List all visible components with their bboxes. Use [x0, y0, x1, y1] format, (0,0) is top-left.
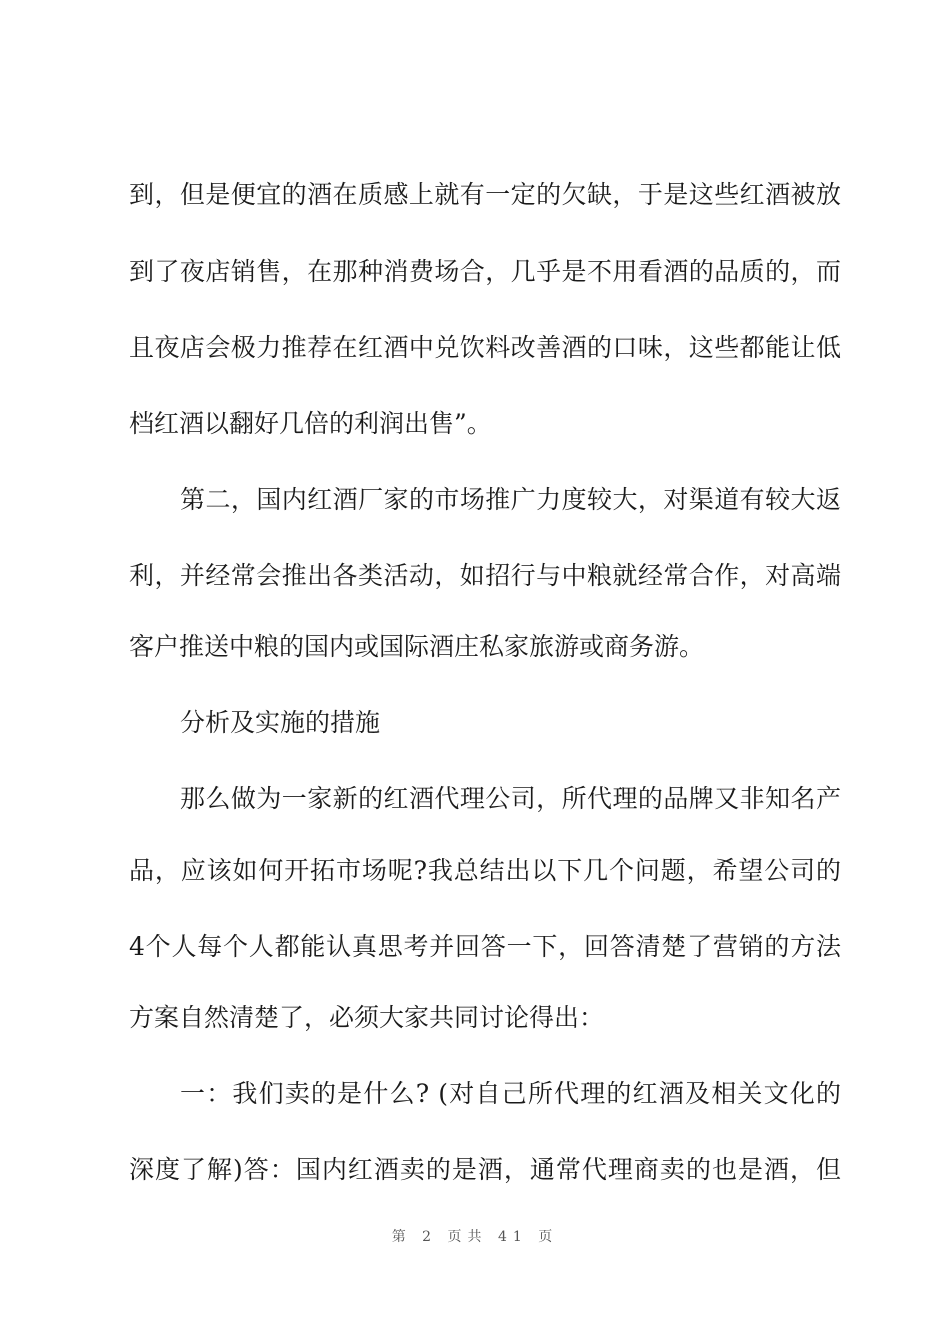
- body-line-12: 方案自然清楚了，必须大家共同讨论得出：: [129, 1003, 605, 1032]
- body-line-2: 到了夜店销售，在那种消费场合，几乎是不用看酒的品质的，而: [129, 257, 841, 286]
- body-line-5: 第二，国内红酒厂家的市场推广力度较大，对渠道有较大返: [180, 485, 841, 514]
- body-line-13: 一：我们卖的是什么? (对自己所代理的红酒及相关文化的: [180, 1079, 841, 1108]
- section-heading: 分析及实施的措施: [180, 708, 381, 737]
- body-line-14: 深度了解)答：国内红酒卖的是酒，通常代理商卖的也是酒，但: [129, 1155, 841, 1184]
- body-line-7: 客户推送中粮的国内或国际酒庄私家旅游或商务游。: [129, 632, 705, 661]
- page-number-footer: 第 2 页共 41 页: [391, 1229, 559, 1245]
- body-line-6: 利，并经常会推出各类活动，如招行与中粮就经常合作，对高端: [129, 561, 841, 590]
- body-line-10: 品，应该如何开拓市场呢?我总结出以下几个问题，希望公司的: [129, 856, 841, 885]
- body-line-9: 那么做为一家新的红酒代理公司，所代理的品牌又非知名产: [180, 784, 841, 813]
- body-line-3: 且夜店会极力推荐在红酒中兑饮料改善酒的口味，这些都能让低: [129, 333, 841, 362]
- body-line-4: 档红酒以翻好几倍的利润出售”。: [129, 409, 492, 438]
- body-line-11: 4个人每个人都能认真思考并回答一下，回答清楚了营销的方法: [129, 932, 841, 961]
- body-line-1: 到，但是便宜的酒在质感上就有一定的欠缺，于是这些红酒被放: [129, 180, 841, 209]
